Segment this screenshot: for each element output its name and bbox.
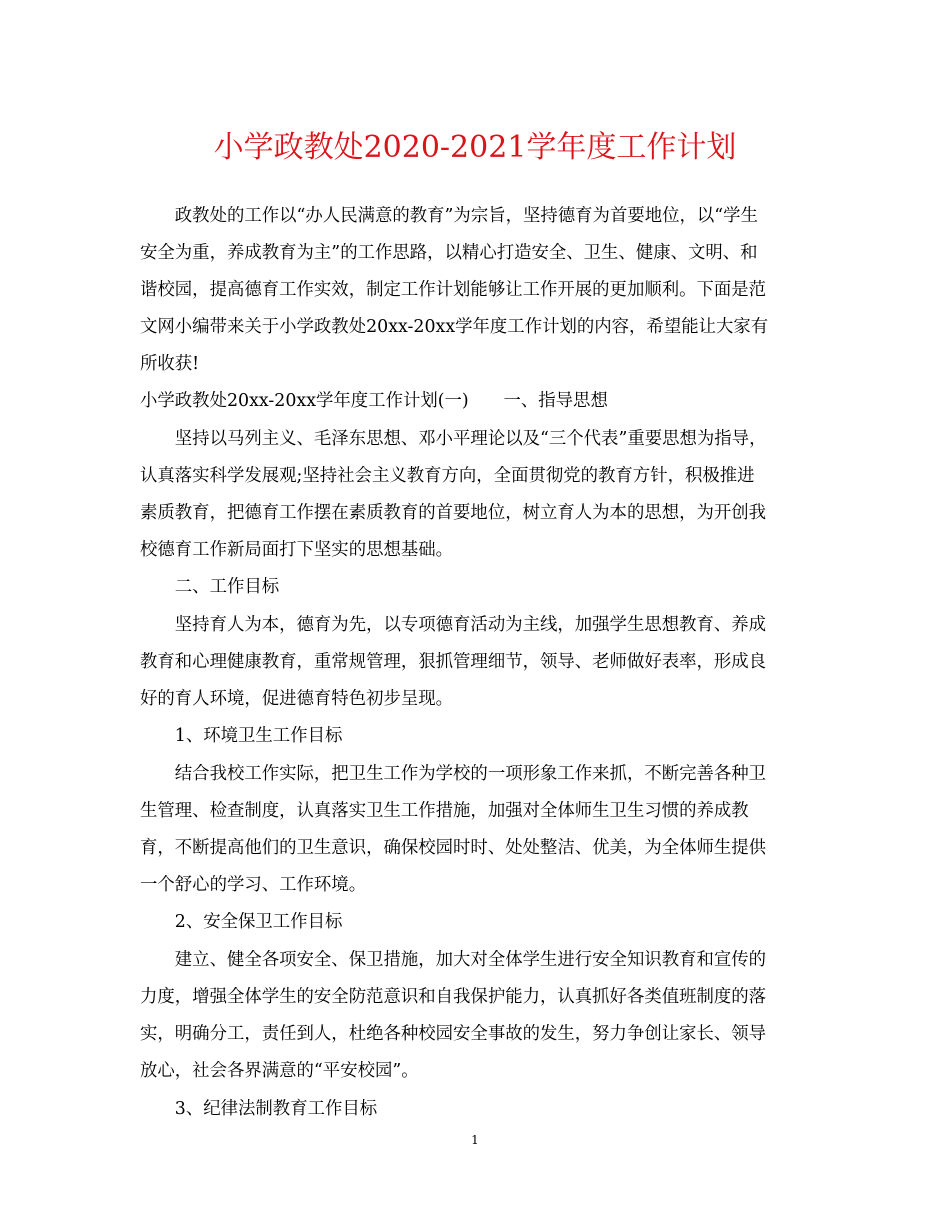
page-number: 1 [471,1133,479,1147]
body-line: 结合我校工作实际，把卫生工作为学校的一项形象工作来抓，不断完善各种卫 [140,764,767,784]
body-line: 所收获! [140,354,200,374]
body-line: 小学政教处20xx-20xx学年度工作计划(一) 一、指导思想 [140,391,608,411]
body-line: 好的育人环境，促进德育特色初步呈现。 [140,689,454,709]
body-line: 3、纪律法制教育工作目标 [140,1099,378,1119]
body-line: 实，明确分工，责任到人，杜绝各种校园安全事故的发生，努力争创让家长、领导 [140,1024,767,1044]
body-line: 文网小编带来关于小学政教处20xx-20xx学年度工作计划的内容，希望能让大家有 [140,317,769,337]
body-line: 二、工作目标 [140,577,280,597]
body-line: 1、环境卫生工作目标 [140,726,343,746]
body-line: 安全为重，养成教育为主”的工作思路，以精心打造安全、卫生、健康、文明、和 [140,243,758,263]
body-line: 素质教育，把德育工作摆在素质教育的首要地位，树立育人为本的思想，为开创我 [140,503,767,523]
document-title: 小学政教处2020-2021学年度工作计划 [213,130,737,165]
body-line: 一个舒心的学习、工作环境。 [140,875,367,895]
body-line: 坚持育人为本，德育为先，以专项德育活动为主线，加强学生思想教育、养成 [140,615,767,635]
body-line: 坚持以马列主义、毛泽东思想、邓小平理论以及“三个代表”重要思想为指导， [140,429,767,449]
body-line: 谐校园，提高德育工作实效，制定工作计划能够让工作开展的更加顺利。下面是范 [140,280,767,300]
body-line: 放心，社会各界满意的“平安校园”。 [140,1061,419,1081]
body-line: 2、安全保卫工作目标 [140,912,343,932]
body-line: 育，不断提高他们的卫生意识，确保校园时时、处处整洁、优美，为全体师生提供 [140,838,767,858]
body-line: 政教处的工作以“办人民满意的教育”为宗旨，坚持德育为首要地位，以“学生 [140,206,758,226]
body-line: 校德育工作新局面打下坚实的思想基础。 [140,540,454,560]
body-line: 教育和心理健康教育，重常规管理，狠抓管理细节，领导、老师做好表率，形成良 [140,652,767,672]
body-line: 生管理、检查制度，认真落实卫生工作措施，加强对全体师生卫生习惯的养成教 [140,801,749,821]
document-body [140,198,810,1128]
body-line: 认真落实科学发展观;坚持社会主义教育方向，全面贯彻党的教育方针，积极推进 [140,466,755,486]
body-line: 建立、健全各项安全、保卫措施，加大对全体学生进行安全知识教育和宣传的 [140,950,767,970]
body-line: 力度，增强全体学生的安全防范意识和自我保护能力，认真抓好各类值班制度的落 [140,987,767,1007]
